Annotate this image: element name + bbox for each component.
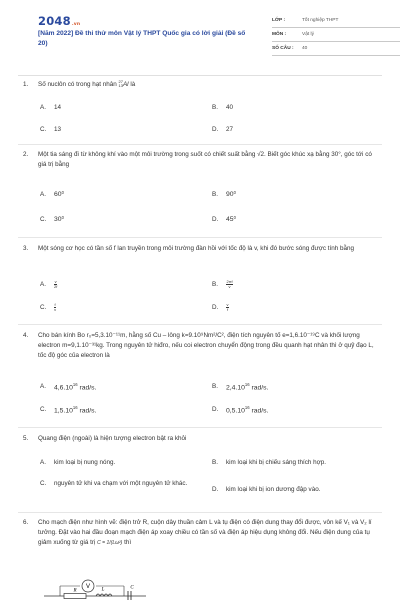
option-a[interactable]: [40, 280, 57, 290]
option-fraction: [54, 280, 57, 289]
numerator: 2πf: [226, 279, 233, 284]
option-c[interactable]: [40, 303, 56, 313]
question-stem-end: là: [130, 81, 136, 88]
option-text: 27: [226, 126, 234, 133]
option-d[interactable]: [212, 303, 229, 313]
degree-mark: 0: [233, 190, 236, 195]
option-exponent: 16: [72, 405, 78, 410]
option-mantissa: 2,4.10: [226, 384, 245, 392]
atomic-number: 13: [118, 83, 123, 89]
option-text: [226, 405, 268, 417]
question-stem-end: thì: [124, 539, 132, 547]
option-letter: C.: [40, 126, 47, 133]
question-divider: [18, 427, 382, 428]
meta-value: Tốt nghiệp THPT: [302, 18, 339, 24]
capacitor-label: C: [130, 585, 134, 591]
meta-label: MÔN :: [272, 32, 287, 38]
question-divider: [18, 237, 382, 238]
option-text: 60: [54, 191, 62, 198]
option-text: kim loại bị nung nóng.: [54, 459, 116, 466]
question-text: [20, 434, 380, 444]
option-c[interactable]: [40, 405, 96, 417]
numerator: f: [54, 302, 56, 307]
option-letter: C.: [40, 406, 47, 413]
question-number: 5.: [23, 435, 29, 442]
option-text: 45: [226, 216, 234, 223]
option-a[interactable]: [40, 103, 61, 113]
option-text: [54, 382, 96, 394]
option-fraction: [54, 303, 56, 312]
circuit-diagram: [40, 576, 150, 600]
question-number: 2.: [23, 151, 29, 158]
question-stem: Số nuclôn có trong hạt nhân: [38, 81, 117, 88]
meta-value: Vật lý: [302, 32, 314, 38]
denominator: v: [54, 307, 57, 312]
question-body: [38, 80, 380, 90]
question-5: [18, 434, 382, 444]
option-fraction: [226, 303, 229, 312]
degree-mark: 0: [233, 215, 236, 220]
capacitance-formula: C = 1/(Lω²): [97, 540, 123, 547]
option-letter: B.: [212, 104, 218, 111]
inductor-label: L: [101, 587, 105, 593]
option-mantissa: 0,5.10: [226, 407, 245, 415]
option-text: 13: [54, 126, 62, 133]
option-exponent: 16: [244, 382, 250, 387]
site-logo[interactable]: [38, 13, 80, 30]
meta-row-subject: [272, 28, 400, 42]
exam-meta: [272, 14, 400, 56]
option-letter: D.: [212, 216, 219, 223]
logo-suffix: .vn: [71, 22, 81, 27]
option-letter: D.: [212, 126, 219, 133]
option-letter: B.: [212, 281, 218, 288]
meta-label: LỚP :: [272, 18, 286, 24]
option-letter: A.: [40, 104, 46, 111]
option-letter: A.: [40, 281, 46, 288]
resistor-icon: [64, 594, 86, 599]
question-stem: Cho bán kính Bo r₀=5,3.10⁻¹¹m, hằng số Cu – lông k=9.10⁹Nm²/C², điện tích nguyên tố e=1,6.10⁻¹⁹C và khối lượng electron m=9,1.10⁻³¹kg. Trong nguyên tử hiđro, nếu coi electron chuyển động trong đều quanh hạt nhân thì ở quỹ đạo L, tốc độ góc của electron là: [38, 332, 374, 360]
option-letter: B.: [212, 383, 218, 390]
option-text: nguyên tử khi va chạm với một nguyên tử khác.: [54, 480, 188, 487]
option-unit: rad/s.: [77, 407, 97, 415]
option-d[interactable]: [212, 405, 268, 417]
question-stem: Quang điện (ngoài) là hiện tượng electron bật ra khỏi: [38, 435, 187, 442]
option-d[interactable]: [212, 485, 320, 495]
question-text: [20, 150, 380, 170]
option-c[interactable]: [40, 215, 64, 226]
question-text: [20, 80, 380, 90]
option-exponent: 16: [244, 405, 250, 410]
question-body: [38, 518, 380, 548]
exam-header: [18, 0, 382, 78]
degree-mark: 0: [61, 215, 64, 220]
option-text: kim loại khi bị chiếu sáng thích hợp.: [226, 459, 327, 466]
question-stem: Cho mạch điện như hình vẽ: điện trở R, cuộn dây thuần cảm L và tụ điện có điện dung thay đổi được, vôn kế V₁ và V₂ lí tưởng. Đặt vào hai đầu đoạn mạch điện áp xoay chiều có tần số và điện áp hiệu dụng không đổi. Nếu điện dung của tụ giảm xuống từ giá trị: [38, 519, 372, 547]
question-number: 3.: [23, 245, 29, 252]
option-d[interactable]: [212, 125, 233, 135]
option-letter: C.: [40, 480, 47, 487]
logo-text: 2048: [38, 14, 71, 28]
option-letter: A.: [40, 191, 46, 198]
option-text: 40: [226, 104, 234, 111]
option-letter: A.: [40, 459, 46, 466]
question-divider: [18, 144, 382, 145]
option-b[interactable]: [212, 103, 233, 113]
option-text: kim loại khi bị ion dương đập vào.: [226, 486, 321, 493]
option-mantissa: 4,6.10: [54, 384, 73, 392]
option-c[interactable]: [40, 125, 61, 135]
element-symbol: Al: [122, 81, 129, 88]
mass-number: 27: [118, 79, 123, 85]
option-text: 30: [54, 216, 62, 223]
meta-label: SỐ CÂU :: [272, 46, 294, 52]
option-c[interactable]: [40, 479, 200, 489]
meta-row-class: [272, 14, 400, 28]
option-a[interactable]: [40, 458, 115, 468]
option-a[interactable]: [40, 190, 64, 201]
denominator: f: [226, 307, 229, 312]
meta-value: 40: [302, 46, 308, 52]
question-number: 6.: [23, 519, 29, 526]
question-text: [20, 244, 380, 254]
denominator: v: [228, 284, 231, 289]
option-exponent: 16: [72, 382, 78, 387]
question-text: [20, 331, 380, 361]
option-text: 90: [226, 191, 234, 198]
question-stem: Một sóng cơ học có tần số f lan truyền trong môi trường đàn hồi với tốc độ là v, khi đó bước sóng được tính bằng: [38, 245, 355, 252]
option-text: [226, 382, 268, 394]
degree-mark: 0: [61, 190, 64, 195]
option-mantissa: 1,5.10: [54, 407, 73, 415]
question-4: [18, 331, 382, 361]
voltmeter-label: V: [85, 584, 91, 590]
option-letter: D.: [212, 486, 219, 493]
option-unit: rad/s.: [249, 407, 269, 415]
option-text: 14: [54, 104, 62, 111]
question-6: [18, 518, 382, 548]
option-b[interactable]: [212, 190, 236, 201]
resistor-label: R: [73, 588, 77, 594]
question-2: [18, 150, 382, 170]
option-b[interactable]: [212, 280, 233, 290]
numerator: v: [54, 279, 57, 284]
option-unit: rad/s.: [77, 384, 97, 392]
option-letter: C.: [40, 216, 47, 223]
option-text: [54, 405, 96, 417]
header-divider: [18, 75, 382, 76]
question-3: [18, 244, 382, 254]
question-text: [20, 518, 380, 548]
option-b[interactable]: [212, 382, 268, 394]
option-letter: B.: [212, 191, 218, 198]
exam-title: [Năm 2022] Đề thi thử môn Vật lý THPT Quốc gia có lời giải (Đề số 20): [38, 30, 246, 47]
option-unit: rad/s.: [249, 384, 269, 392]
question-divider: [18, 324, 382, 325]
option-letter: B.: [212, 459, 218, 466]
question-divider: [18, 512, 382, 513]
numerator: v: [226, 302, 229, 307]
question-number: 4.: [23, 332, 29, 339]
meta-row-count: [272, 42, 400, 56]
denominator: 2f: [54, 284, 58, 289]
option-letter: C.: [40, 304, 47, 311]
question-stem: Một tia sáng đi từ không khí vào một môi trường trong suốt có chiết suất bằng √2. Biết góc khúc xạ bằng 30°, góc tới có giá trị bằng: [38, 151, 372, 169]
option-b[interactable]: [212, 458, 326, 468]
option-fraction: [226, 280, 233, 289]
option-letter: A.: [40, 383, 46, 390]
option-letter: D.: [212, 406, 219, 413]
option-d[interactable]: [212, 215, 236, 226]
question-number: 1.: [23, 81, 29, 88]
option-a[interactable]: [40, 382, 96, 394]
option-letter: D.: [212, 304, 219, 311]
question-1: [18, 80, 382, 90]
